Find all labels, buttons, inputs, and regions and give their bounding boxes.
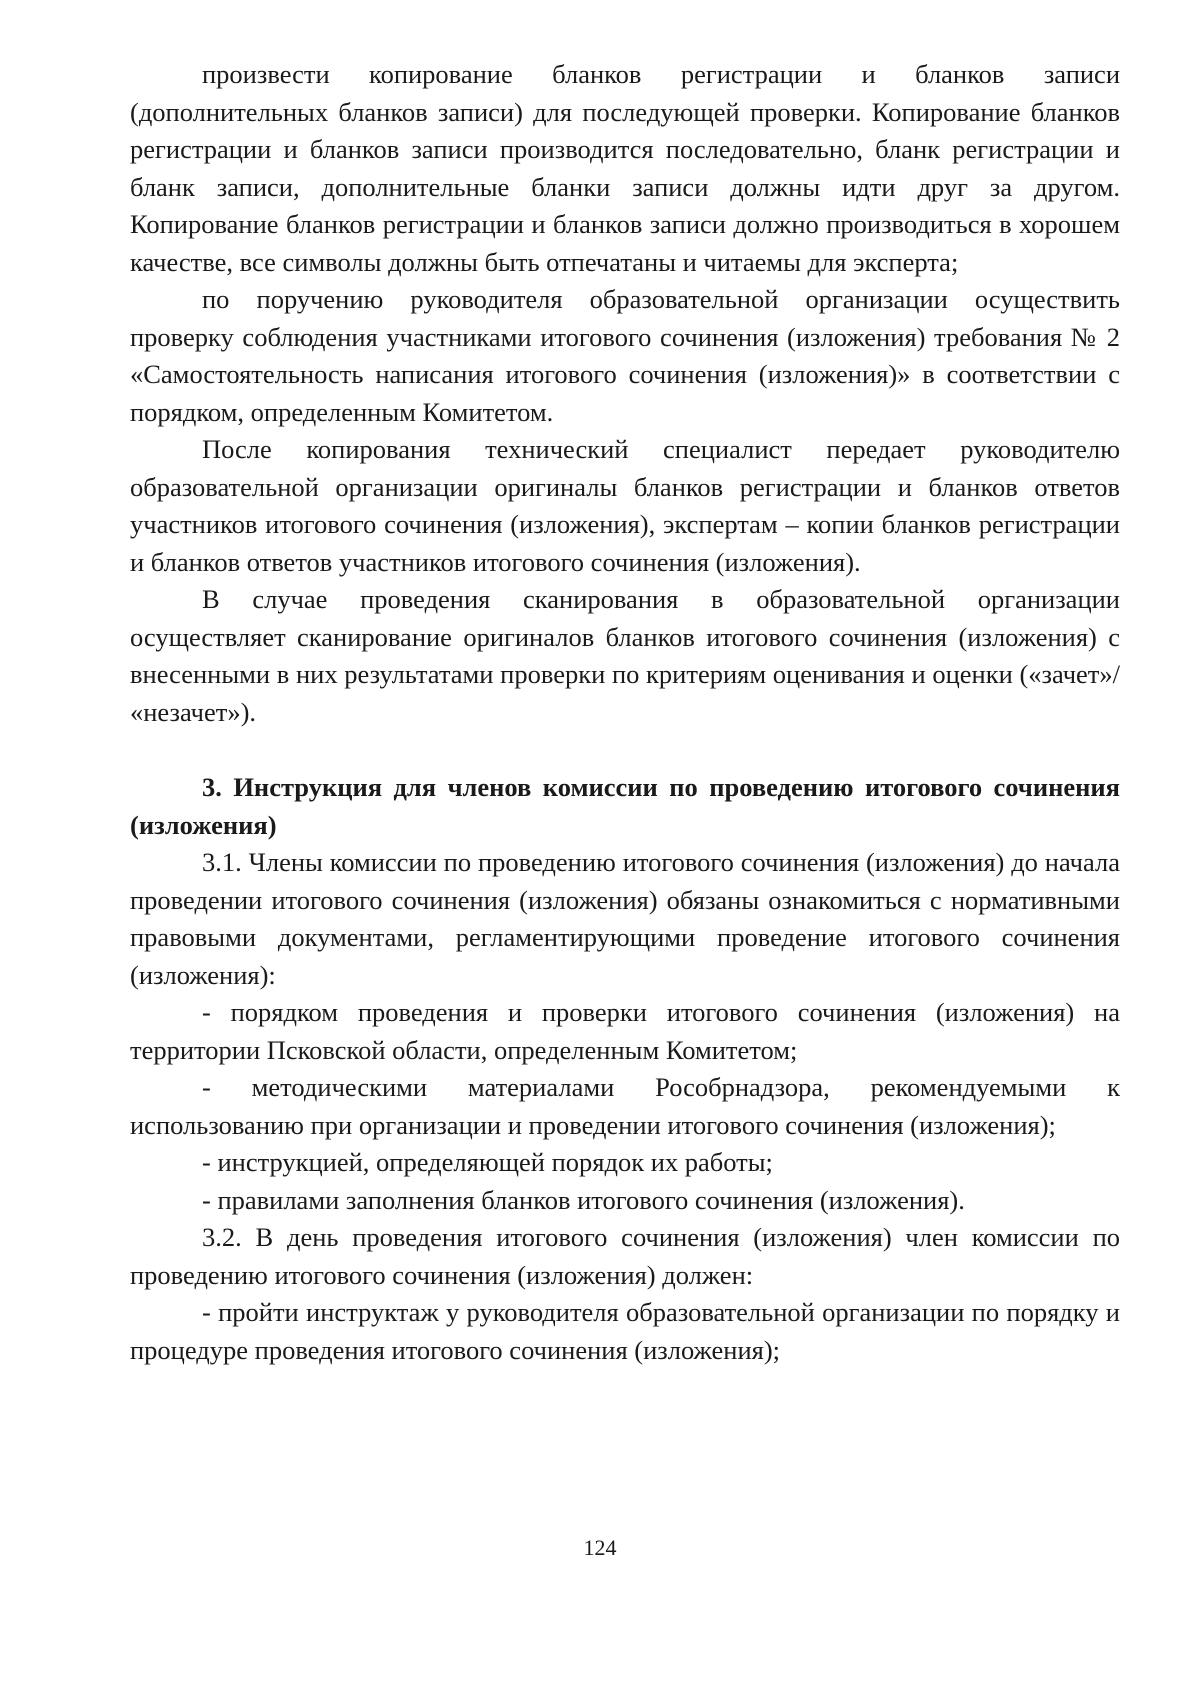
paragraph-copy-forms: произвести копирование бланков регистрации и бланков записи (дополнительных бланков записи) для последующей проверки. Копирование бланков регистрации и бланков записи производится последовательно, бланк регистрации и бланк записи, дополнительные бланки записи должны идти друг за другом. Копирование бланков регистрации и бланков записи должно производиться в хорошем качестве, все символы должны быть отпечатаны и читаемы для эксперта; <box>130 59 1120 277</box>
list-item-procedure: - порядком проведения и проверки итогового сочинения (изложения) на территории Псковской области, определенным Комитетом; <box>130 997 1120 1065</box>
paragraph-scanning: В случае проведения сканирования в образовательной организации осуществляет сканирование оригиналов бланков итогового сочинения (изложения) с внесенными в них результатами проверки по критериям оценивания и оценки («зачет»/ «незачет»). <box>130 584 1120 727</box>
list-item-methodical-materials: - методическими материалами Рособрнадзора, рекомендуемыми к использованию при организации и проведении итогового сочинения (изложения); <box>130 1072 1120 1140</box>
list-item-briefing: - пройти инструктаж у руководителя образовательной организации по порядку и процедуре проведения итогового сочинения (изложения); <box>130 1297 1120 1365</box>
page-number: 124 <box>583 1535 617 1560</box>
paragraph-check-requirement: по поручению руководителя образовательной организации осуществить проверку соблюдения участниками итогового сочинения (изложения) требования № 2 «Самостоятельность написания итогового сочинения (изложения)» в соответствии с порядком, определенным Комитетом. <box>130 284 1120 427</box>
section-heading: 3. Инструкция для членов комиссии по проведению итогового сочинения (изложения) <box>130 772 1120 840</box>
paragraph-after-copying: После копирования технический специалист передает руководителю образовательной организации оригиналы бланков регистрации и бланков ответов участников итогового сочинения (изложения), экспертам – копии бланков регистрации и бланков ответов участников итогового сочинения (изложения). <box>130 434 1120 577</box>
paragraph-3-1: 3.1. Члены комиссии по проведению итогового сочинения (изложения) до начала проведении итогового сочинения (изложения) обязаны ознакомиться с нормативными правовыми документами, регламентирующими проведение итогового сочинения (изложения): <box>130 847 1120 990</box>
paragraph-3-2: 3.2. В день проведения итогового сочинения (изложения) член комиссии по проведению итогового сочинения (изложения) должен: <box>130 1222 1120 1290</box>
list-item-instruction: - инструкцией, определяющей порядок их работы; <box>202 1147 773 1177</box>
list-item-filling-rules: - правилами заполнения бланков итогового сочинения (изложения). <box>202 1184 965 1215</box>
document-body <box>130 56 1120 1369</box>
